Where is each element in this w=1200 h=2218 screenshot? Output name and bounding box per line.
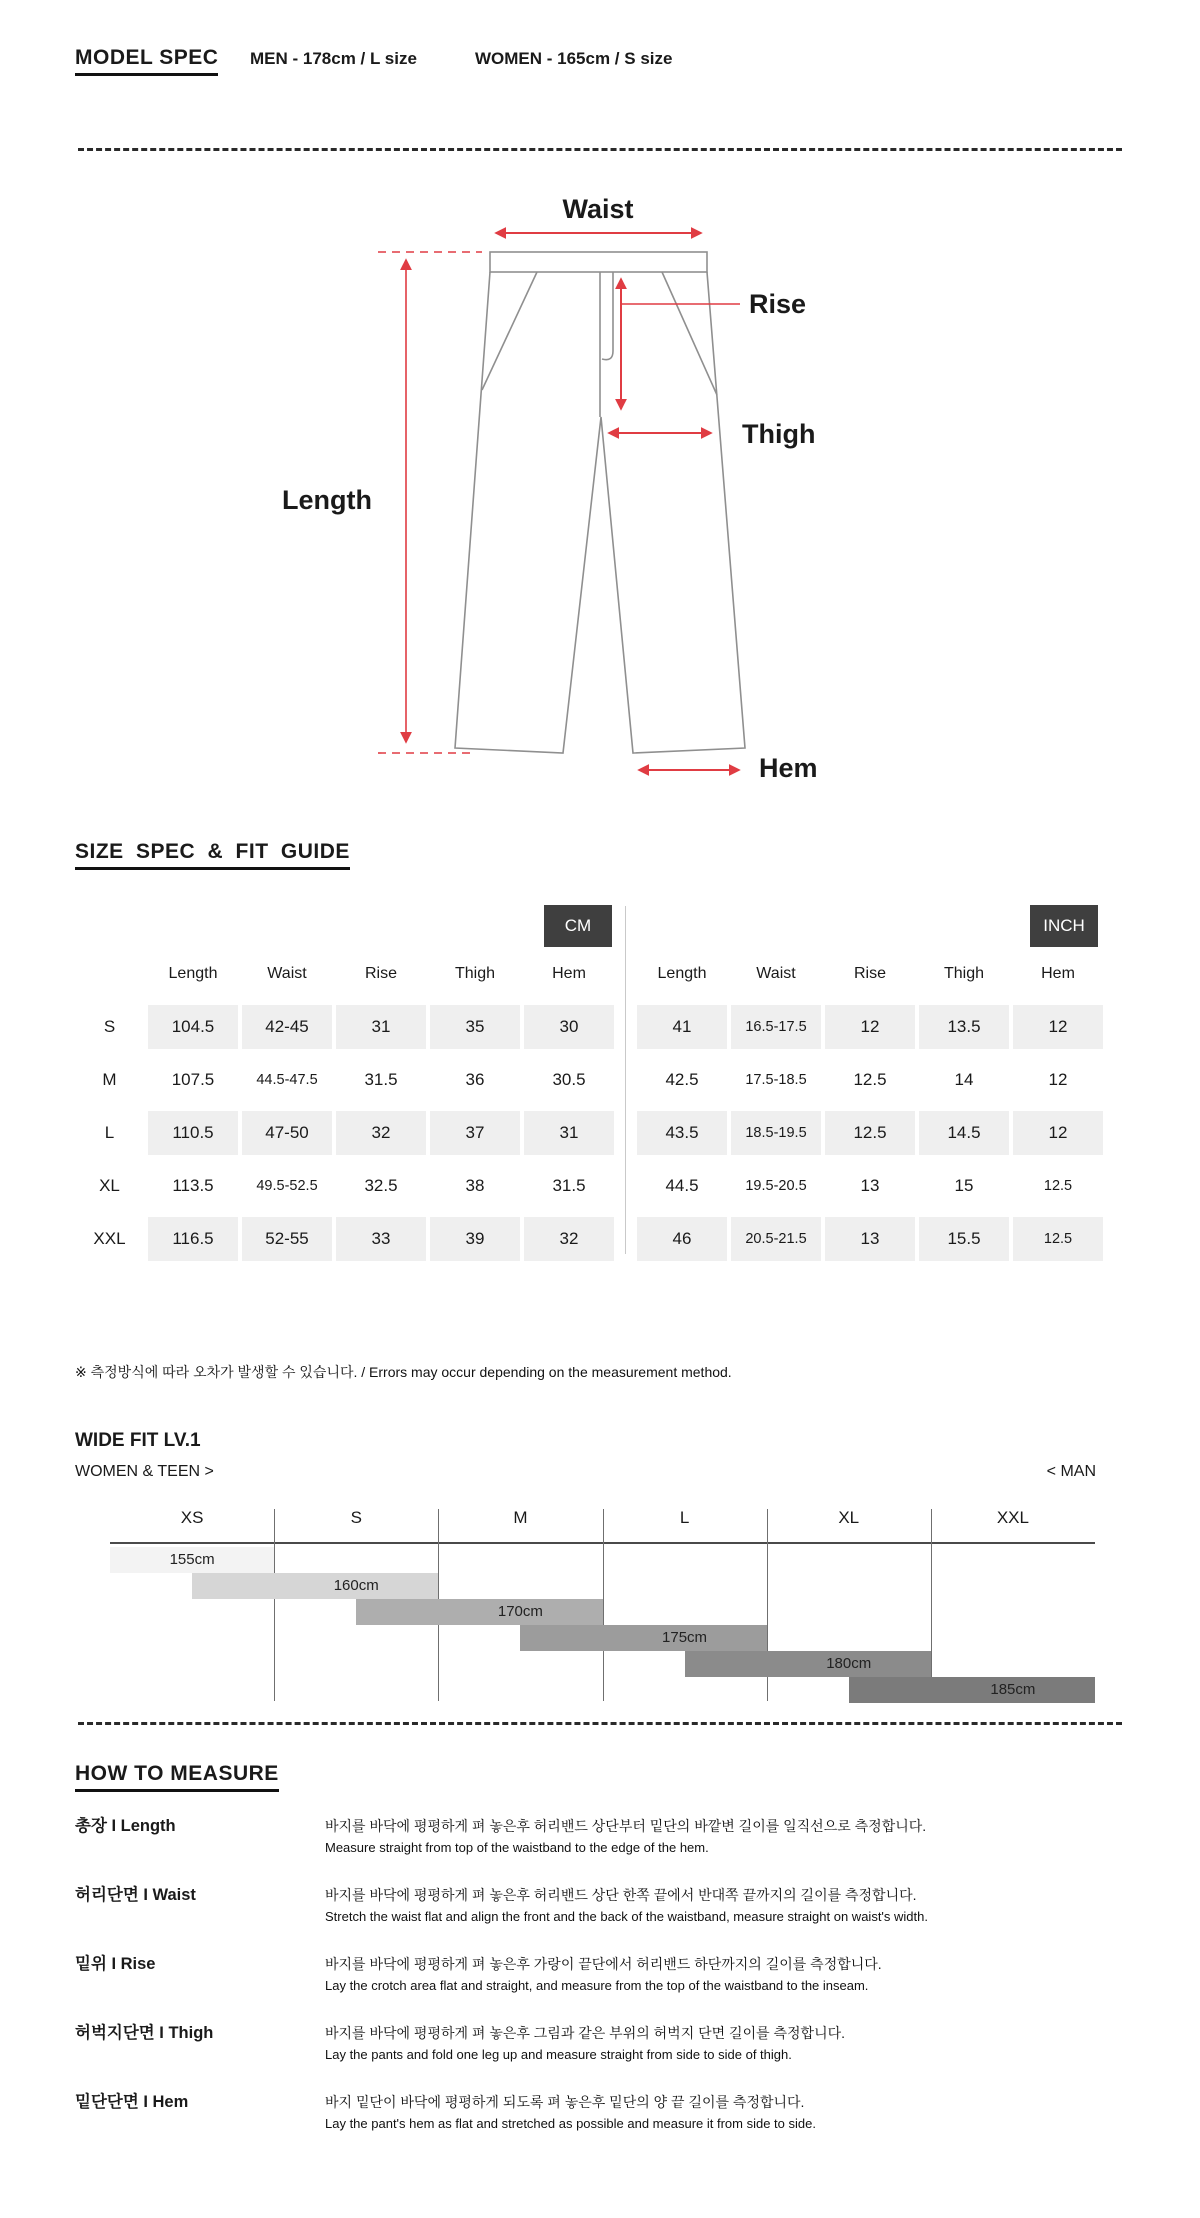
height-fit-chart — [110, 1503, 1095, 1708]
height-bar-label: 160cm — [333, 1577, 379, 1594]
cell-cm: 116.5 — [148, 1217, 238, 1261]
diagram-label-hem: Hem — [759, 753, 818, 783]
cell-cm: 113.5 — [172, 1176, 214, 1195]
how-to-measure-heading: HOW TO MEASURE — [75, 1762, 279, 1792]
cell-cm: 30.5 — [552, 1070, 586, 1089]
measure-item-thigh — [75, 2023, 1135, 2065]
measure-term: 총장 I Length — [75, 1817, 176, 1835]
cell-inch: 42.5 — [665, 1070, 699, 1089]
cell-inch: 13 — [825, 1217, 915, 1261]
measure-item-waist — [75, 1885, 1135, 1927]
corner-cell — [75, 952, 144, 996]
unit-badge-inch: INCH — [1030, 905, 1098, 947]
dashed-divider-bottom — [78, 1722, 1122, 1725]
fit-guide-title: WIDE FIT LV.1 — [75, 1430, 201, 1451]
measure-desc-en: Measure straight from top of the waistband to the edge of the hem. — [325, 1840, 709, 1855]
cell-inch: 19.5-20.5 — [745, 1178, 807, 1194]
measure-desc-ko: 바지 밑단이 바닥에 평평하게 되도록 펴 놓은후 밑단의 양 끝 길이를 측정합니다. — [325, 2094, 805, 2110]
col-header: Length — [657, 965, 707, 982]
cell-cm: 32.5 — [364, 1176, 398, 1195]
cell-cm: 44.5-47.5 — [256, 1072, 318, 1088]
cell-inch: 12 — [1013, 1111, 1103, 1155]
cell-inch: 46 — [637, 1217, 727, 1261]
measure-desc-ko: 바지를 바닥에 평평하게 펴 놓은후 허리밴드 상단부터 밑단의 바깥변 길이를 일직선으로 측정합니다. — [325, 1818, 927, 1834]
chart-grid-line — [931, 1509, 932, 1701]
size-table-inch — [637, 952, 1103, 1261]
cell-cm: 31 — [336, 1005, 426, 1049]
cell-cm: 30 — [524, 1005, 614, 1049]
measure-desc-ko: 바지를 바닥에 평평하게 펴 놓은후 허리밴드 상단 한쪽 끝에서 반대쪽 끝까지의 길이를 측정합니다. — [325, 1887, 917, 1903]
chart-size-l: L — [679, 1508, 690, 1527]
cell-cm: 32 — [524, 1217, 614, 1261]
diagram-label-rise: Rise — [749, 289, 807, 319]
cell-cm: 47-50 — [242, 1111, 332, 1155]
size-label: XL — [99, 1176, 120, 1195]
col-header: Thigh — [454, 965, 496, 982]
chart-size-xl: XL — [838, 1508, 860, 1527]
height-bar-180 — [685, 1651, 931, 1677]
cell-cm: 110.5 — [148, 1111, 238, 1155]
fit-guide-man: < MAN — [1046, 1463, 1096, 1480]
cell-inch: 12 — [825, 1005, 915, 1049]
measure-term: 허리단면 I Waist — [75, 1886, 196, 1904]
cell-inch: 15.5 — [919, 1217, 1009, 1261]
cell-cm: 42-45 — [242, 1005, 332, 1049]
cell-inch: 12 — [1013, 1005, 1103, 1049]
cell-cm: 31.5 — [364, 1070, 398, 1089]
height-bar-185 — [849, 1677, 1095, 1703]
size-label: XXL — [93, 1229, 126, 1248]
col-header: Waist — [756, 965, 796, 982]
cell-inch: 12.5 — [825, 1111, 915, 1155]
diagram-label-waist: Waist — [562, 194, 634, 224]
cell-cm: 37 — [430, 1111, 520, 1155]
cell-cm: 33 — [336, 1217, 426, 1261]
cell-cm: 38 — [465, 1176, 485, 1195]
cell-cm: 107.5 — [171, 1070, 215, 1089]
col-header: Waist — [267, 965, 307, 982]
cell-inch: 13.5 — [919, 1005, 1009, 1049]
fit-guide-women-teen: WOMEN & TEEN > — [75, 1463, 214, 1480]
table-divider — [625, 906, 626, 1254]
cell-cm: 32 — [336, 1111, 426, 1155]
measure-item-hem — [75, 2092, 1135, 2134]
how-to-measure-list — [75, 1816, 1135, 2161]
height-bar-170 — [356, 1599, 602, 1625]
col-header: Thigh — [943, 965, 985, 982]
cell-cm: 104.5 — [148, 1005, 238, 1049]
size-table-cm — [75, 952, 614, 1261]
cell-cm: 49.5-52.5 — [256, 1178, 318, 1194]
cell-inch: 17.5-18.5 — [745, 1072, 807, 1088]
chart-size-xs: XS — [180, 1508, 204, 1527]
measure-desc-en: Stretch the waist flat and align the front and the back of the waistband, measure straight on waist's width. — [325, 1909, 928, 1924]
measure-arrows — [378, 233, 740, 770]
height-bar-160 — [192, 1573, 438, 1599]
chart-grid-line — [603, 1509, 604, 1701]
cell-inch: 14 — [954, 1070, 974, 1089]
cell-inch: 20.5-21.5 — [731, 1217, 821, 1261]
cell-inch: 14.5 — [919, 1111, 1009, 1155]
height-bar-label: 170cm — [497, 1603, 543, 1620]
pants-outline — [455, 252, 745, 753]
measurement-note: ※ 측정방식에 따라 오차가 발생할 수 있습니다. / Errors may occur depending on the measurement method. — [75, 1364, 732, 1380]
size-label: L — [104, 1123, 115, 1142]
cell-inch: 13 — [860, 1176, 880, 1195]
col-header: Hem — [552, 965, 586, 982]
measure-term: 허벅지단면 I Thigh — [75, 2024, 214, 2042]
col-header: Rise — [853, 965, 886, 982]
cell-inch: 43.5 — [637, 1111, 727, 1155]
pants-measure-diagram — [75, 165, 1125, 815]
col-header: Rise — [364, 965, 397, 982]
size-label: M — [102, 1070, 117, 1089]
height-bar-155 — [110, 1547, 274, 1573]
cell-inch: 16.5-17.5 — [731, 1005, 821, 1049]
model-spec-men: MEN - 178cm / L size — [250, 49, 417, 68]
col-header: Length — [168, 965, 218, 982]
height-bar-label: 185cm — [990, 1681, 1036, 1698]
cell-inch: 41 — [637, 1005, 727, 1049]
size-spec-heading: SIZE SPEC & FIT GUIDE — [75, 840, 350, 870]
chart-grid-line — [274, 1509, 275, 1701]
measure-desc-en: Lay the pant's hem as flat and stretched as possible and measure it from side to side. — [325, 2116, 816, 2131]
left-pocket-line — [482, 272, 537, 390]
chart-size-s: S — [350, 1508, 362, 1527]
cell-inch: 15 — [954, 1176, 974, 1195]
cell-cm: 31.5 — [552, 1176, 586, 1195]
height-bar-label: 175cm — [662, 1629, 708, 1646]
diagram-label-thigh: Thigh — [742, 419, 816, 449]
measure-desc-ko: 바지를 바닥에 평평하게 펴 놓은후 가랑이 끝단에서 허리밴드 하단까지의 길이를 측정합니다. — [325, 1956, 882, 1972]
measure-desc-en: Lay the crotch area flat and straight, and measure from the top of the waistband to the inseam. — [325, 1978, 869, 1993]
dashed-divider-top — [78, 148, 1122, 151]
page-title: MODEL SPEC — [75, 46, 218, 76]
cell-cm: 35 — [430, 1005, 520, 1049]
measure-term: 밑위 I Rise — [75, 1955, 156, 1973]
size-label: S — [103, 1017, 116, 1036]
height-bar-175 — [520, 1625, 766, 1651]
chart-size-m: M — [513, 1508, 528, 1527]
unit-badge-cm: CM — [544, 905, 612, 947]
cell-cm: 31 — [524, 1111, 614, 1155]
cell-cm: 36 — [465, 1070, 485, 1089]
measure-item-rise — [75, 1954, 1135, 1996]
cell-inch: 18.5-19.5 — [731, 1111, 821, 1155]
cell-inch: 44.5 — [665, 1176, 699, 1195]
measure-term: 밑단단면 I Hem — [75, 2093, 189, 2111]
chart-size-xxl: XXL — [996, 1508, 1029, 1527]
measure-desc-ko: 바지를 바닥에 평평하게 펴 놓은후 그림과 같은 부위의 허벅지 단면 길이를 측정합니다. — [325, 2025, 846, 2041]
measure-item-length — [75, 1816, 1135, 1858]
col-header: Hem — [1041, 965, 1075, 982]
cell-inch: 12.5 — [1043, 1178, 1073, 1194]
height-bar-label: 155cm — [169, 1551, 215, 1568]
cell-cm: 52-55 — [242, 1217, 332, 1261]
height-bar-label: 180cm — [826, 1655, 872, 1672]
cell-cm: 39 — [430, 1217, 520, 1261]
cell-inch: 12 — [1048, 1070, 1068, 1089]
cell-inch: 12.5 — [1013, 1217, 1103, 1261]
diagram-label-length: Length — [282, 485, 372, 515]
model-spec-women: WOMEN - 165cm / S size — [475, 49, 673, 68]
measure-desc-en: Lay the pants and fold one leg up and measure straight from side to side of thigh. — [325, 2047, 792, 2062]
cell-inch: 12.5 — [853, 1070, 887, 1089]
